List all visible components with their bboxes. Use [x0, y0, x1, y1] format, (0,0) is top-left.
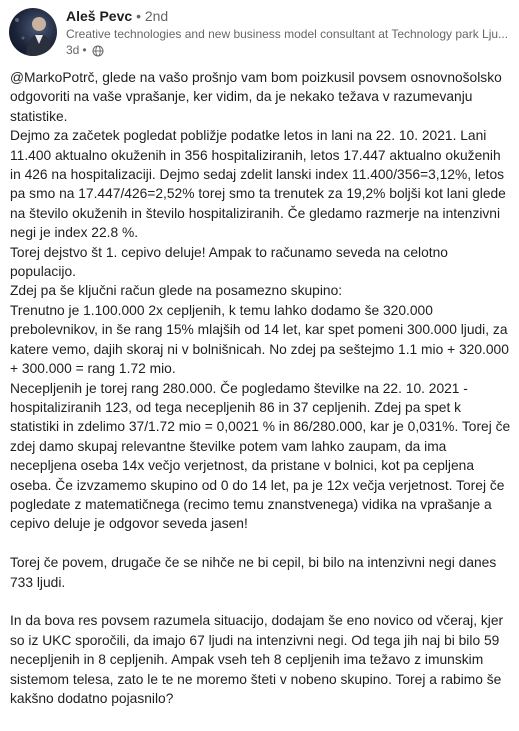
paragraph-spacer — [10, 534, 512, 553]
paragraph-vaccinated-count: Trenutno je 1.100.000 2x cepljenih, k temu lahko dodamo še 320.000 prebolevnikov, in še rang 15% mlajših od 14 let, kar spet pomeni 300.000 ljudi, za katere vemo, dajih skoraj ni v bolnišnicah. No zdej pa seštejmo 1.1 mio + 320.000 + 300.000 = rang 1.72 mio. — [10, 302, 509, 377]
post-header — [0, 0, 519, 62]
connection-degree: 2nd — [144, 8, 169, 24]
paragraph-data-comparison: Dejmo za začetek pogledat pobližje podatke letos in lani na 22. 10. 2021. Lani 11.400 aktualno okuženih in 356 hospitaliziranih, letos 17.447 aktualno okuženih in 426 na hospitalizaciji. Dejmo sedaj zdelit lanski index 11.400/356=3,12%, letos pa smo na 17.447/426=2,52% torej smo ta trenutek za 19,2% boljši kot lani glede na število okuženih in število hospitaliziranih. Če gledamo razmerje na intenzivni negi je index 22.8 %. — [10, 128, 506, 241]
globe-icon — [92, 45, 104, 57]
mention-link[interactable]: @MarkoPotrč — [10, 70, 95, 85]
paragraph-unvaccinated-analysis: Necepljenih je torej rang 280.000. Če pogledamo številke na 22. 10. 2021 - hospitaliziranih 123, od tega necepljenih 86 in 37 cepljenih. Zdej pa spet k statistiki in zdelimo 37/1.72 mio = 0,0021 % in 86/280.000, kar je 0,031%. Torej če zdej damo skupaj relevantne številke potem vam lahko zaupam, da ima necepljena oseba 14x večjo verjetnost, da pristane v bolnici, kot pa cepljena oseba. Če izvzamemo skupino od 0 do 14 let, pa je 12x večja verjetnost. Torej če pogledate z matematičnega (recimo temu znanstvenega) vidika na vprašanje a cepivo deluje je odgovor seveda jasen! — [10, 380, 511, 532]
paragraph-fact-one: Torej dejstvo št 1. cepivo deluje! Ampak to računamo seveda na celotno populacijo. — [10, 244, 448, 280]
post-meta — [66, 43, 104, 58]
paragraph-intro — [10, 68, 512, 126]
post-body — [10, 68, 512, 708]
author-name-row — [66, 7, 168, 25]
paragraph-icu-estimate: Torej če povem, drugače če se nihče ne bi cepil, bi bilo na intenzivni negi danes 733 ljudi. — [10, 555, 497, 590]
author-headline: Creative technologies and new business model consultant at Technology park Lju... — [66, 27, 509, 41]
avatar-photo — [9, 8, 57, 56]
paragraph-ukc-news: In da bova res povsem razumela situacijo, dodajam še eno novico od včeraj, kjer so iz UKC sporočili, da imajo 67 ljudi na intenzivni negi. Od tega jih naj bi bilo 59 necepljenih in 8 cepljenih. Ampak vseh teh 8 cepljenih ima težavo z imunskim sistemom telesa, zato le te ne moremo šteti v nobeno skupino. Torej a rabimo še kakšno dodatno pojasnilo? — [10, 613, 504, 706]
post-time: 3d — [66, 43, 80, 57]
author-name[interactable]: Aleš Pevc — [66, 8, 133, 24]
paragraph-intro-text: , glede na vašo prošnjo vam bom poizkusil povsem osnovnošolsko odgovoriti na vaše vprašanje, ker vidim, da je nekako težava v razumevanju statistike. — [10, 70, 502, 124]
meta-separator: • — [82, 43, 87, 57]
paragraph-key-calculation: Zdej pa še ključni račun glede na posamezno skupino: — [10, 283, 343, 299]
avatar[interactable] — [9, 8, 57, 56]
paragraph-spacer — [10, 592, 512, 611]
name-separator: • — [136, 8, 141, 24]
